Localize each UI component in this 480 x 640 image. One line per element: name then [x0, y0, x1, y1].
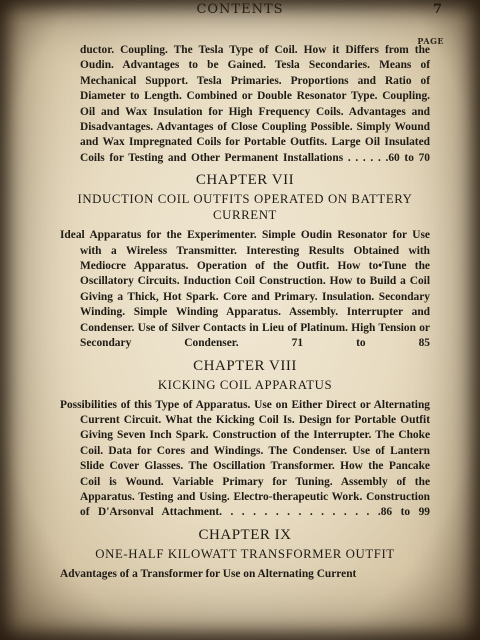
chapter-entry: Ideal Apparatus for the Experimenter. Simple Oudin Resonator for Use with a Wireless Transmitter. Interesting Results Obtained with Mediocre Apparatus. Operation of the Outfit. How to•Tune the Oscillatory Circuits. Induction Coil Construction. How to Build a Coil Giving a Thick, Hot Spark. Core and Primary. Insulation. Secondary Winding. Simple Winding Apparatus. Assembly. Interrupter and Condenser. Use of Silver Contacts in Lieu of Platinum. High Tension or Secondary Condenser. 71 to 85 [60, 229, 430, 350]
chapter-entry: Advantages of a Transformer for Use on Alternating Current [60, 567, 357, 580]
contents-body [60, 43, 430, 582]
chapter-title: KICKING COIL APPARATUS [157, 377, 333, 392]
chapter-title: INDUCTION COIL OUTFITS OPERATED ON BATTERY CURRENT [77, 192, 413, 223]
page-number: 7 [432, 2, 442, 17]
chapter-heading: CHAPTER IX [198, 526, 292, 543]
chapter-title: ONE-HALF KILOWATT TRANSFORMER OUTFIT [95, 546, 395, 561]
page-header [0, 2, 480, 22]
running-title: CONTENTS [196, 2, 284, 17]
chapter-heading: CHAPTER VII [195, 172, 295, 189]
chapter-heading: CHAPTER VIII [193, 357, 297, 374]
page-column-label: PAGE [417, 36, 444, 46]
chapter-entry: Possibilities of this Type of Apparatus. Use on Either Direct or Alternating Current Circuit. What the Kicking Coil Is. Design for Portable Outfit Giving Seven Inch Spark. Construction of the Interrupter. The Choke Coil. Data for Cores and Windings. The Condenser. Use of Lantern Slide Cover Glasses. The Oscillation Transformer. How the Pancake Coil is Wound. Variable Primary for Tuning. Assembly of the Apparatus. Testing and Using. Electro-therapeutic Work. Construction of D'Arsonval Attachment. . . . . . . . . . . . . . .86 to 99 [60, 398, 430, 519]
continuation-entry: ductor. Coupling. The Tesla Type of Coil. How it Differs from the Oudin. Advantages to be Gained. Tesla Secondaries. Means of Mechanical Support. Tesla Primaries. Proportions and Ratio of Diameter to Length. Combined or Double Resonator Type. Coupling. Oil and Wax Insulation for High Frequency Coils. Advantages and Disadvantages. Advantages of Close Coupling Possible. Simply Wound and Wax Impregnated Coils for Portable Outfits. Large Oil Insulated Coils for Testing and Other Permanent Installations . . . . . .60 to 70 [80, 44, 430, 164]
